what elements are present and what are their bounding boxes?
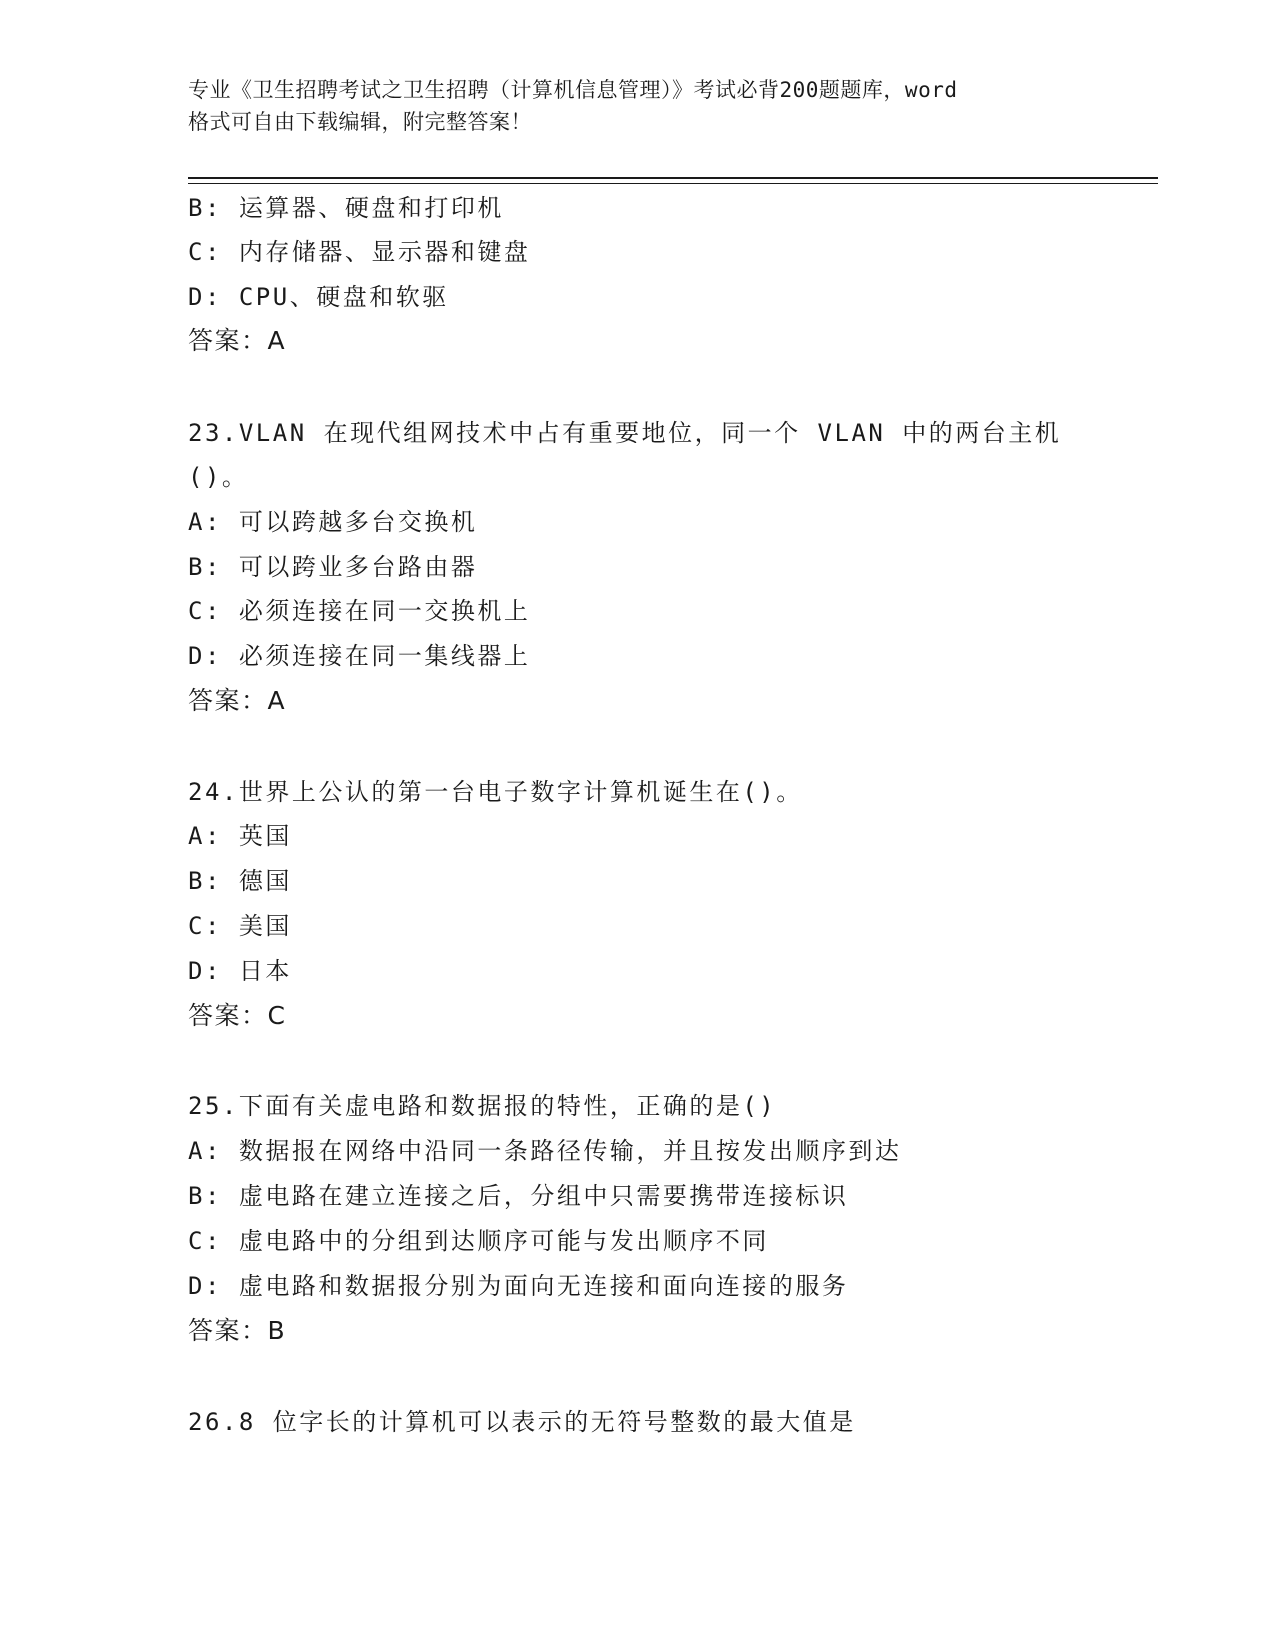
q26-stem: 26.8 位字长的计算机可以表示的无符号整数的最大值是 [188,1408,856,1436]
q25-stem: 25.下面有关虚电路和数据报的特性，正确的是() [188,1092,777,1120]
q22-option-d: D: CPU、硬盘和软驱 [188,283,449,311]
q23-stem-line-2: ()。 [188,463,249,491]
q23-stem-line-1: 23.VLAN 在现代组网技术中占有重要地位，同一个 VLAN 中的两台主机 [188,419,1062,447]
q25-option-c: C: 虚电路中的分组到达顺序可能与发出顺序不同 [188,1227,769,1255]
header-title-line-2: 格式可自由下载编辑，附完整答案！ [188,110,532,134]
header-rule-thin [188,183,1158,184]
q25-answer: 答案：B [188,1316,287,1345]
q23-option-a: A: 可以跨越多台交换机 [188,508,478,536]
q23-option-b: B: 可以跨业多台路由器 [188,553,478,581]
q22-option-b: B: 运算器、硬盘和打印机 [188,194,504,222]
q23-option-c: C: 必须连接在同一交换机上 [188,597,531,625]
q25-option-a: A: 数据报在网络中沿同一条路径传输，并且按发出顺序到达 [188,1137,902,1165]
q23-option-d: D: 必须连接在同一集线器上 [188,642,531,670]
q24-answer: 答案：C [188,1001,287,1030]
q25-option-d: D: 虚电路和数据报分别为面向无连接和面向连接的服务 [188,1272,849,1300]
q22-option-c: C: 内存储器、显示器和键盘 [188,238,531,266]
document-header [188,74,1088,138]
header-title-line-1: 专业《卫生招聘考试之卫生招聘（计算机信息管理）》考试必背200题题库，word [188,78,958,102]
q22-answer: 答案：A [188,326,287,355]
q25-option-b: B: 虚电路在建立连接之后，分组中只需要携带连接标识 [188,1182,849,1210]
q24-option-a: A: 英国 [188,822,292,850]
q24-option-c: C: 美国 [188,912,292,940]
q24-option-d: D: 日本 [188,957,292,985]
q24-stem: 24.世界上公认的第一台电子数字计算机诞生在()。 [188,778,803,806]
q23-answer: 答案：A [188,686,287,715]
header-rule-thick [188,177,1158,179]
q24-option-b: B: 德国 [188,867,292,895]
